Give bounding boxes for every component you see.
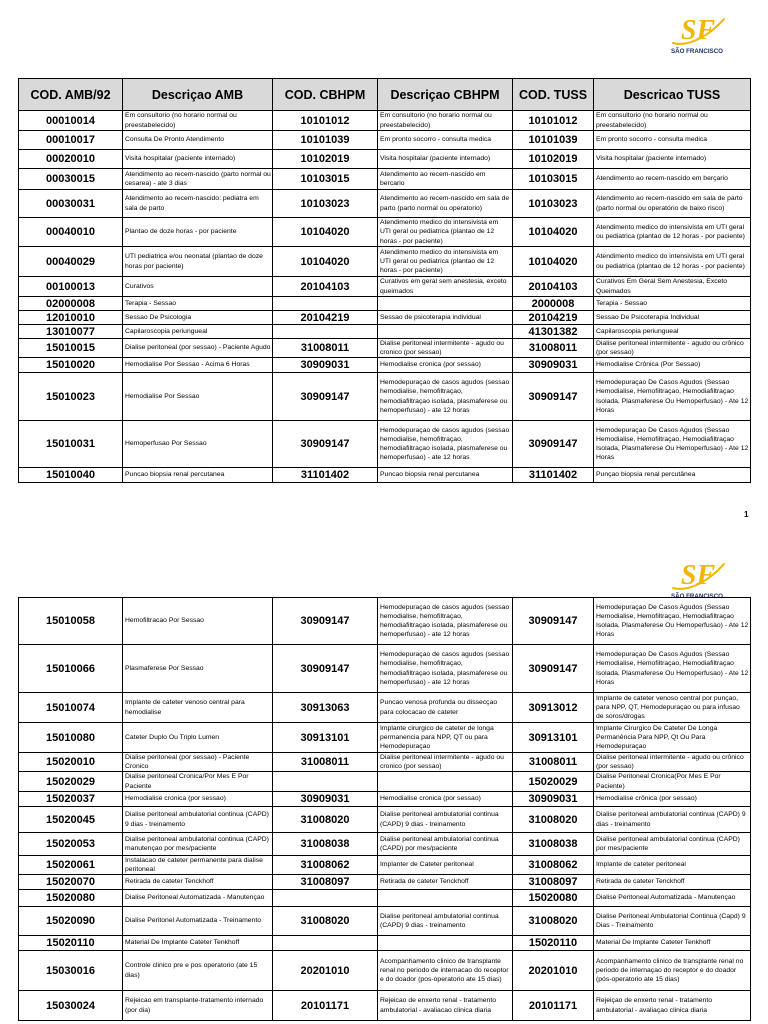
desc-cbhpm-cell: Implante cirurgico de cateter de longa permanencia para NPP, QT ou para Hemodepuraçao <box>378 723 513 752</box>
desc-amb-cell: Dialise Peritoneal Automatizada - Manutençao <box>123 890 273 906</box>
desc-amb-cell: Terapia - Sessao <box>123 297 273 310</box>
cod-tuss-cell: 30909147 <box>513 598 594 644</box>
header-cod-cbhpm: COD. CBHPM <box>273 79 378 110</box>
cod-tuss-cell: 20201010 <box>513 951 594 990</box>
desc-cbhpm-cell: Dialise peritoneal ambulatorial continua (CAPD) por mes/paciente <box>378 833 513 855</box>
desc-cbhpm-cell <box>378 772 513 791</box>
desc-amb-cell: Puncao biopsia renal percutanea <box>123 468 273 482</box>
desc-cbhpm-cell: Hemodepuraçao de casos agudos (sessao hemodialise, hemofiltraçao, hemodiafiltraçao isolada, plasmaferese ou hemoperfusao) - ate 12 horas <box>378 373 513 420</box>
cod-tuss-cell: 30909147 <box>513 421 594 467</box>
table-row <box>19 468 751 483</box>
cod-tuss-cell: 10103015 <box>513 169 594 189</box>
desc-amb-cell: Atendimento ao recem-nascido: pediatra em sala de parto <box>123 190 273 217</box>
cod-amb-cell: 15010066 <box>19 645 123 692</box>
cod-tuss-cell: 20104103 <box>513 277 594 296</box>
desc-cbhpm-cell <box>378 936 513 950</box>
cod-tuss-cell: 2000008 <box>513 297 594 310</box>
desc-cbhpm-cell: Em consultorio (no horario normal ou preestabelecido) <box>378 111 513 130</box>
cod-amb-cell: 13010077 <box>19 325 123 338</box>
cod-cbhpm-cell <box>273 772 378 791</box>
cod-cbhpm-cell: 30909031 <box>273 358 378 372</box>
table-row <box>19 598 751 645</box>
cod-amb-cell: 15030016 <box>19 951 123 990</box>
cod-tuss-cell: 30913101 <box>513 723 594 752</box>
table-row <box>19 150 751 169</box>
cod-tuss-cell: 30909147 <box>513 373 594 420</box>
desc-tuss-cell: Implante de cateter peritoneal <box>594 856 751 874</box>
desc-cbhpm-cell: Implanter de Cateter peritoneal <box>378 856 513 874</box>
desc-cbhpm-cell <box>378 325 513 338</box>
header-desc-amb: Descriçao AMB <box>123 79 273 110</box>
desc-cbhpm-cell: Visita hospitalar (paciente internado) <box>378 150 513 168</box>
logo-name: SÃO FRANCISCO <box>671 593 727 600</box>
desc-cbhpm-cell: Puncao biopsia renal percutanea <box>378 468 513 482</box>
table-header-row <box>19 79 751 111</box>
desc-amb-cell: Dialise peritoneal (por sessao) - Paciente Cronico <box>123 753 273 771</box>
cod-cbhpm-cell: 10101012 <box>273 111 378 130</box>
table-row <box>19 772 751 792</box>
desc-tuss-cell: Retirada de cateter Tenckhoff <box>594 875 751 889</box>
page-2-table-body <box>19 598 751 1021</box>
cod-tuss-cell: 10101039 <box>513 131 594 149</box>
table-row <box>19 325 751 339</box>
desc-amb-cell: Em consultorio (no horario normal ou preestabelecido) <box>123 111 273 130</box>
desc-tuss-cell: Atendimento ao recem-nascido em sala de parto (parto normal ou operatório de baixo risco) <box>594 190 751 217</box>
cod-cbhpm-cell <box>273 297 378 310</box>
desc-cbhpm-cell: Hemodialise cronica (por sessao) <box>378 358 513 372</box>
desc-tuss-cell: Material De Implante Cateter Tenkhoff <box>594 936 751 950</box>
cod-tuss-cell: 15020110 <box>513 936 594 950</box>
desc-tuss-cell: Dialise Peritoneal Ambulatorial Continua (Capd) 9 Dias - Treinamento <box>594 907 751 935</box>
cod-cbhpm-cell: 10101039 <box>273 131 378 149</box>
desc-tuss-cell: Curativos Em Geral Sem Anestesia, Exceto Queimados <box>594 277 751 296</box>
table-row <box>19 339 751 358</box>
desc-tuss-cell: Visita hospitalar (paciente internado) <box>594 150 751 168</box>
desc-cbhpm-cell: Hemodialise cronica (por sessao) <box>378 792 513 806</box>
cod-cbhpm-cell <box>273 325 378 338</box>
cod-tuss-cell: 31008097 <box>513 875 594 889</box>
cod-cbhpm-cell: 30913101 <box>273 723 378 752</box>
table-row <box>19 951 751 991</box>
desc-tuss-cell: Hemodepuraçao De Casos Agudos (Sessao Hemodialise, Hemofiltraçao, Hemodiafiltraçao Isolada, Plasmaferese Ou Hemoperfusao) - Ate 12 Horas <box>594 645 751 692</box>
cod-cbhpm-cell: 31008011 <box>273 339 378 357</box>
page-2-table <box>18 597 751 1021</box>
table-row <box>19 111 751 131</box>
cod-tuss-cell: 31008020 <box>513 807 594 832</box>
cod-amb-cell: 15010074 <box>19 693 123 722</box>
desc-cbhpm-cell: Puncao venosa profunda ou dissecçao para colocacao de cateter <box>378 693 513 722</box>
desc-tuss-cell: Rejeiçao de enxerto renal - tratamento ambulatorial - avaliaçao clinica diaria <box>594 991 751 1020</box>
cod-amb-cell: 00010014 <box>19 111 123 130</box>
table-row <box>19 645 751 693</box>
table-row <box>19 890 751 907</box>
cod-tuss-cell: 20101171 <box>513 991 594 1020</box>
desc-amb-cell: Curativos <box>123 277 273 296</box>
desc-tuss-cell: Acompanhamento clinico de transplante renal no periodo de internaçao do receptor e do doador (pós-operatorio ate 15 dias) <box>594 951 751 990</box>
cod-tuss-cell: 30913012 <box>513 693 594 722</box>
cod-tuss-cell: 20104219 <box>513 311 594 324</box>
cod-tuss-cell: 31008020 <box>513 907 594 935</box>
cod-cbhpm-cell: 10103023 <box>273 190 378 217</box>
cod-cbhpm-cell: 30909147 <box>273 421 378 467</box>
cod-cbhpm-cell: 30909147 <box>273 373 378 420</box>
table-row <box>19 421 751 468</box>
table-row <box>19 297 751 311</box>
cod-tuss-cell: 31008038 <box>513 833 594 855</box>
table-row <box>19 131 751 150</box>
desc-amb-cell: Implante de cateter venoso central para hemodialise <box>123 693 273 722</box>
cod-tuss-cell: 41301382 <box>513 325 594 338</box>
cod-cbhpm-cell: 20201010 <box>273 951 378 990</box>
desc-amb-cell: Cateter Duplo Ou Triplo Lumen <box>123 723 273 752</box>
cod-tuss-cell: 15020080 <box>513 890 594 906</box>
desc-tuss-cell: Dialise peritoneal intermitente - agudo ou crônico (por sessao) <box>594 339 751 357</box>
table-row <box>19 936 751 951</box>
desc-tuss-cell: Atendimento medico do intensivista em UTI geral ou pediatrica (plantao de 12 horas - por paciente) <box>594 247 751 276</box>
desc-amb-cell: Hemodialise Por Sessao <box>123 373 273 420</box>
cod-cbhpm-cell: 31008020 <box>273 807 378 832</box>
desc-tuss-cell: Dialise Peritoneal Automatizada - Manutençao <box>594 890 751 906</box>
cod-amb-cell: 00040010 <box>19 218 123 246</box>
desc-cbhpm-cell: Em pronto socorro - consulta medica <box>378 131 513 149</box>
table-row <box>19 311 751 325</box>
cod-amb-cell: 02000008 <box>19 297 123 310</box>
cod-tuss-cell: 10104020 <box>513 247 594 276</box>
desc-tuss-cell: Em consultorio (no horario normal ou preestabelecido) <box>594 111 751 130</box>
desc-amb-cell: Dialise peritoneal ambulatorial continua (CAPD) manutençao por mes/paciente <box>123 833 273 855</box>
cod-tuss-cell: 10102019 <box>513 150 594 168</box>
desc-amb-cell: Retirada de cateter Tenckhoff <box>123 875 273 889</box>
desc-tuss-cell: Terapia - Sessao <box>594 297 751 310</box>
desc-cbhpm-cell: Hemodepuraçao de casos agudos (sessao hemodialise, hemofiltraçao, hemodiafiltraçao isolada, plasmaferese ou hemoperfusao) - ate 12 horas <box>378 421 513 467</box>
table-row <box>19 693 751 723</box>
cod-amb-cell: 00030015 <box>19 169 123 189</box>
table-row <box>19 190 751 218</box>
desc-amb-cell: Material De Implante Cateter Tenkhoff <box>123 936 273 950</box>
header-desc-tuss: Descricao TUSS <box>594 79 751 110</box>
logo-name: SÃO FRANCISCO <box>671 48 727 55</box>
cod-amb-cell: 15020090 <box>19 907 123 935</box>
cod-amb-cell: 15020029 <box>19 772 123 791</box>
desc-cbhpm-cell: Curativos em geral sem anestesia, exceto queimados <box>378 277 513 296</box>
header-cod-amb: COD. AMB/92 <box>19 79 123 110</box>
table-row <box>19 792 751 807</box>
desc-cbhpm-cell: Dialise peritoneal intermitente - agudo ou cronico (por sessao) <box>378 753 513 771</box>
desc-tuss-cell: Hemodepuraçao De Casos Agudos (Sessao Hemodialise, Hemofiltraçao, Hemodiafiltraçao Isolada, Plasmaferese Ou Hemoperfusao) - Ate 12 Horas <box>594 598 751 644</box>
cod-amb-cell: 15020045 <box>19 807 123 832</box>
desc-tuss-cell: Implante Cirurgico De Cateter De Longa Permanência Para NPP, Qt Ou Para Hemodepuraçao <box>594 723 751 752</box>
cod-cbhpm-cell: 31008038 <box>273 833 378 855</box>
cod-tuss-cell: 30909031 <box>513 358 594 372</box>
cod-tuss-cell: 31008011 <box>513 753 594 771</box>
cod-amb-cell: 15010031 <box>19 421 123 467</box>
desc-amb-cell: Hemoperfusao Por Sessao <box>123 421 273 467</box>
cod-amb-cell: 00020010 <box>19 150 123 168</box>
desc-tuss-cell: Dialise peritoneal ambulatorial continua (CAPD) por mes/paciente <box>594 833 751 855</box>
cod-cbhpm-cell: 10102019 <box>273 150 378 168</box>
table-row <box>19 907 751 936</box>
page-1-table <box>18 78 751 483</box>
desc-amb-cell: Dialise peritoneal Cronica/Por Mes E Por Paciente <box>123 772 273 791</box>
logo-monogram: SF <box>680 15 716 46</box>
desc-tuss-cell: Hemodialise Crônica (Por Sessao) <box>594 358 751 372</box>
desc-cbhpm-cell: Rejeicao de enxerto renal - tratamento ambulatorial - avaliacao clinica diaria <box>378 991 513 1020</box>
table-row <box>19 723 751 753</box>
cod-amb-cell: 12010010 <box>19 311 123 324</box>
cod-tuss-cell: 30909147 <box>513 645 594 692</box>
cod-amb-cell: 15030024 <box>19 991 123 1020</box>
table-row <box>19 807 751 833</box>
table-row <box>19 856 751 875</box>
cod-amb-cell: 15020037 <box>19 792 123 806</box>
cod-amb-cell: 15010080 <box>19 723 123 752</box>
desc-amb-cell: Capilaroscopia periungueal <box>123 325 273 338</box>
page-1-table-body <box>19 111 751 483</box>
desc-tuss-cell: Dialise peritoneal intermitente - agudo ou crônico (por sessao) <box>594 753 751 771</box>
desc-cbhpm-cell: Dialise peritoneal ambulatorial continua (CAPD) 9 dias - treinamento <box>378 807 513 832</box>
cod-amb-cell: 15020080 <box>19 890 123 906</box>
cod-cbhpm-cell: 20104103 <box>273 277 378 296</box>
desc-cbhpm-cell: Retirada de cateter Tenckhoff <box>378 875 513 889</box>
cod-amb-cell: 15010058 <box>19 598 123 644</box>
table-row <box>19 169 751 190</box>
desc-tuss-cell: Hemodialise crônica (por sessao) <box>594 792 751 806</box>
cod-cbhpm-cell: 30909031 <box>273 792 378 806</box>
desc-tuss-cell: Hemodepuraçao De Casos Agudos (Sessao Hemodialise, Hemofiltraçao, Hemodiafiltraçao Isolada, Plasmaferese Ou Hemoperfusao) - Ate 12 Horas <box>594 373 751 420</box>
cod-tuss-cell: 31008062 <box>513 856 594 874</box>
header-desc-cbhpm: Descriçao CBHPM <box>378 79 513 110</box>
cod-cbhpm-cell: 31101402 <box>273 468 378 482</box>
cod-cbhpm-cell: 10103015 <box>273 169 378 189</box>
desc-amb-cell: Dialise peritoneal ambulatorial continua (CAPD) 9 dias - treinamento <box>123 807 273 832</box>
cod-tuss-cell: 10103023 <box>513 190 594 217</box>
cod-amb-cell: 15010015 <box>19 339 123 357</box>
logo-monogram: SF <box>680 560 716 591</box>
desc-cbhpm-cell: Sessao de psicoterapia individual <box>378 311 513 324</box>
header-cod-tuss: COD. TUSS <box>513 79 594 110</box>
desc-amb-cell: Atendimento ao recem-nascido (parto normal ou cesarea) - ate 3 dias <box>123 169 273 189</box>
desc-cbhpm-cell: Dialise peritoneal ambulatorial continua (CAPD) 9 dias - treinamento <box>378 907 513 935</box>
cod-tuss-cell: 31101402 <box>513 468 594 482</box>
cod-amb-cell: 15020110 <box>19 936 123 950</box>
cod-cbhpm-cell: 31008020 <box>273 907 378 935</box>
desc-tuss-cell: Hemodepuraçao De Casos Agudos (Sessao Hemodialise, Hemofiltraçao, Hemodiafiltraçao Isolada, Plasmaferese Ou Hemoperfusao) - Ate 12 Horas <box>594 421 751 467</box>
desc-amb-cell: Sessao De Psicologia <box>123 311 273 324</box>
desc-cbhpm-cell: Atendimento ao recem-nascido em sala de parto (parto normal ou operatorio) <box>378 190 513 217</box>
desc-amb-cell: Rejeicao em transplante-tratamento internado (por dia) <box>123 991 273 1020</box>
table-row <box>19 833 751 856</box>
cod-amb-cell: 15020061 <box>19 856 123 874</box>
desc-cbhpm-cell: Dialise peritoneal intermitente - agudo ou cronico (por sessao) <box>378 339 513 357</box>
desc-tuss-cell: Atendimento ao recem-nascido em berçario <box>594 169 751 189</box>
table-row <box>19 218 751 247</box>
desc-amb-cell: Plantao de doze horas - por paciente <box>123 218 273 246</box>
sao-francisco-logo <box>666 555 728 601</box>
desc-cbhpm-cell: Hemodepuraçao de casos agudos (sessao hemodialise, hemofiltraçao, hemodiafiltraçao isolada, plasmaferese ou hemoperfusao) - ate 12 horas <box>378 645 513 692</box>
cod-tuss-cell: 15020029 <box>513 772 594 791</box>
desc-tuss-cell: Implante de cateter venoso central por punçao, para NPP, QT, Hemodepuraçao ou para infusao de soros/drogas <box>594 693 751 722</box>
sao-francisco-logo <box>666 10 728 56</box>
desc-cbhpm-cell <box>378 890 513 906</box>
desc-amb-cell: Controle clinico pre e pos operatorio (ate 15 dias) <box>123 951 273 990</box>
table-row <box>19 875 751 890</box>
desc-tuss-cell: Dialise Peritoneal Cronica(Por Mes E Por Paciente) <box>594 772 751 791</box>
table-row <box>19 358 751 373</box>
table-row <box>19 991 751 1021</box>
desc-tuss-cell: Em pronto socorro - consulta medica <box>594 131 751 149</box>
desc-amb-cell: UTI pediatrica e/ou neonatal (plantao de doze horas por paciente) <box>123 247 273 276</box>
desc-amb-cell: Plasmaferese Por Sessao <box>123 645 273 692</box>
cod-cbhpm-cell: 10104020 <box>273 247 378 276</box>
cod-cbhpm-cell: 30913063 <box>273 693 378 722</box>
desc-amb-cell: Instalacao de cateter permanente para dialise peritoneal <box>123 856 273 874</box>
cod-amb-cell: 00040029 <box>19 247 123 276</box>
cod-amb-cell: 15020010 <box>19 753 123 771</box>
desc-amb-cell: Hemofiltracao Por Sessao <box>123 598 273 644</box>
cod-tuss-cell: 30909031 <box>513 792 594 806</box>
cod-cbhpm-cell: 30909147 <box>273 645 378 692</box>
table-row <box>19 247 751 277</box>
cod-amb-cell: 00100013 <box>19 277 123 296</box>
cod-amb-cell: 00010017 <box>19 131 123 149</box>
table-row <box>19 373 751 421</box>
cod-cbhpm-cell: 10104020 <box>273 218 378 246</box>
desc-tuss-cell: Punçao biopsia renal percutânea <box>594 468 751 482</box>
cod-amb-cell: 15010023 <box>19 373 123 420</box>
cod-cbhpm-cell: 30909147 <box>273 598 378 644</box>
cod-amb-cell: 15020053 <box>19 833 123 855</box>
cod-cbhpm-cell <box>273 936 378 950</box>
cod-amb-cell: 15020070 <box>19 875 123 889</box>
cod-amb-cell: 00030031 <box>19 190 123 217</box>
desc-amb-cell: Consulta De Pronto Atendimento <box>123 131 273 149</box>
desc-amb-cell: Visita hospitalar (paciente internado) <box>123 150 273 168</box>
desc-cbhpm-cell: Atendimento medico do intensivista em UTI geral ou pediatrica (plantao de 12 horas - por paciente) <box>378 247 513 276</box>
table-row <box>19 277 751 297</box>
desc-cbhpm-cell: Acompanhamento clinico de transplante renal no periodo de internacao do receptor e do doador (pos-operatorio ate 15 dias) <box>378 951 513 990</box>
desc-tuss-cell: Capilaroscopia periungueal <box>594 325 751 338</box>
cod-cbhpm-cell: 20104219 <box>273 311 378 324</box>
cod-amb-cell: 15010020 <box>19 358 123 372</box>
cod-tuss-cell: 10104020 <box>513 218 594 246</box>
desc-tuss-cell: Dialise peritoneal ambulatorial continua (CAPD) 9 dias - treinamento <box>594 807 751 832</box>
cod-cbhpm-cell: 31008097 <box>273 875 378 889</box>
cod-cbhpm-cell: 20101171 <box>273 991 378 1020</box>
desc-amb-cell: Hemodialise Por Sessao - Acima 6 Horas <box>123 358 273 372</box>
desc-tuss-cell: Sessao De Psicoterapia Individual <box>594 311 751 324</box>
desc-amb-cell: Dialise peritoneal (por sessao) - Paciente Agudo <box>123 339 273 357</box>
desc-amb-cell: Hemodialise cronica (por sessao) <box>123 792 273 806</box>
cod-tuss-cell: 10101012 <box>513 111 594 130</box>
desc-cbhpm-cell <box>378 297 513 310</box>
cod-amb-cell: 15010040 <box>19 468 123 482</box>
table-row <box>19 753 751 772</box>
cod-cbhpm-cell: 31008011 <box>273 753 378 771</box>
desc-amb-cell: Dialise Peritonel Automatizada - Treinamento <box>123 907 273 935</box>
cod-tuss-cell: 31008011 <box>513 339 594 357</box>
desc-cbhpm-cell: Atendimento medico do intensivista em UTI geral ou pediatrica (plantao de 12 horas - por paciente) <box>378 218 513 246</box>
desc-cbhpm-cell: Hemodepuraçao de casos agudos (sessao hemodialise, hemofiltraçao, hemodiafiltraçao isolada, plasmaferese ou hemoperfusao) - ate 12 horas <box>378 598 513 644</box>
page-number: 1 <box>744 510 749 519</box>
desc-cbhpm-cell: Atendimento ao recem-nascido em bercario <box>378 169 513 189</box>
cod-cbhpm-cell: 31008062 <box>273 856 378 874</box>
cod-cbhpm-cell <box>273 890 378 906</box>
desc-tuss-cell: Atendimento medico do intensivista em UTI geral ou pediatrica (plantao de 12 horas - por paciente) <box>594 218 751 246</box>
